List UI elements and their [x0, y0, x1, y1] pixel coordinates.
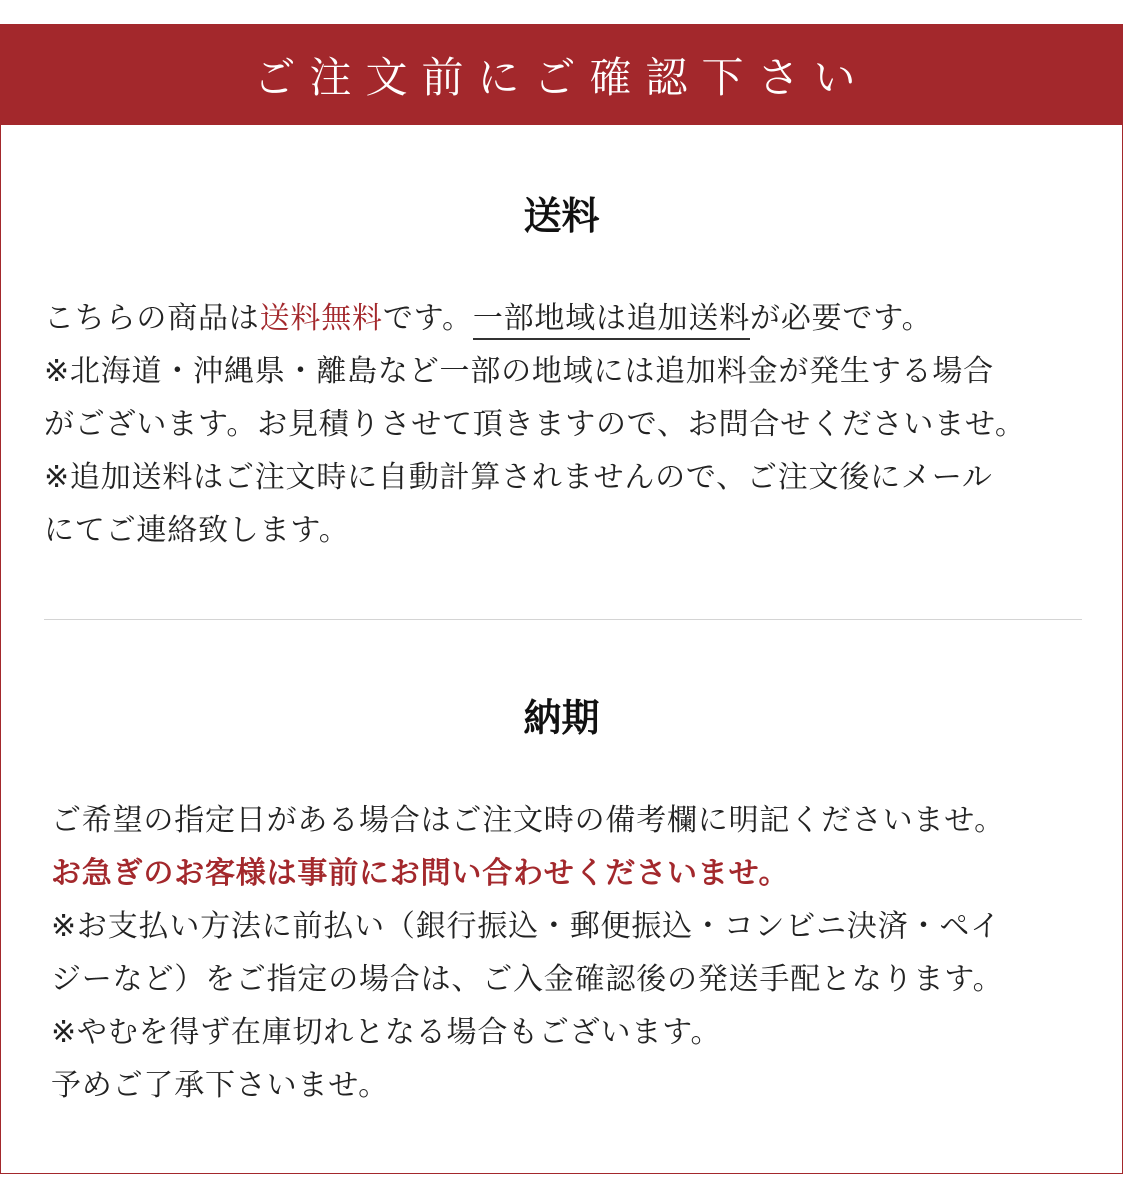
shipping-line-1-text-c: です。 — [382, 301, 473, 336]
free-shipping-highlight: 送料無料 — [259, 301, 383, 336]
shipping-line-4: ※追加送料はご注文時に自動計算されませんので、ご注文後にメール — [44, 460, 993, 495]
shipping-line-2: ※北海道・沖縄県・離島など一部の地域には追加料金が発生する場合 — [44, 354, 994, 389]
shipping-line-3: がございます。お見積りさせて頂きますので、お問合せくださいませ。 — [44, 407, 1026, 442]
shipping-line-1-text-a: こちらの商品は — [44, 301, 260, 336]
notice-panel — [0, 24, 1123, 1174]
delivery-line-3: ※お支払い方法に前払い（銀行振込・郵便振込・コンビニ決済・ペイ — [51, 909, 1001, 944]
delivery-line-5: ※やむを得ず在庫切れとなる場合もございます。 — [51, 1015, 722, 1050]
shipping-section-title: 送料 — [523, 194, 600, 238]
delivery-line-6: 予めご了承下さいませ。 — [51, 1068, 389, 1103]
urgent-order-notice: お急ぎのお客様は事前にお問い合わせくださいませ。 — [51, 856, 790, 891]
notice-header — [1, 25, 1122, 125]
section-divider — [44, 619, 1082, 620]
delivery-section-title: 納期 — [523, 696, 600, 740]
delivery-line-1: ご希望の指定日がある場合はご注文時の備考欄に明記くださいませ。 — [51, 803, 1005, 838]
shipping-line-5: にてご連絡致します。 — [44, 513, 350, 548]
notice-title: ご注文前にご確認下さい — [253, 53, 870, 102]
delivery-line-4: ジーなど）をご指定の場合は、ご入金確認後の発送手配となります。 — [51, 962, 1004, 997]
shipping-line-1 — [44, 292, 1026, 345]
extra-shipping-link[interactable]: 一部地域は追加送料 — [473, 301, 750, 340]
delivery-section-body — [51, 794, 1005, 1112]
shipping-line-1-text-e: が必要です。 — [750, 301, 933, 336]
shipping-section-body — [44, 292, 1026, 557]
